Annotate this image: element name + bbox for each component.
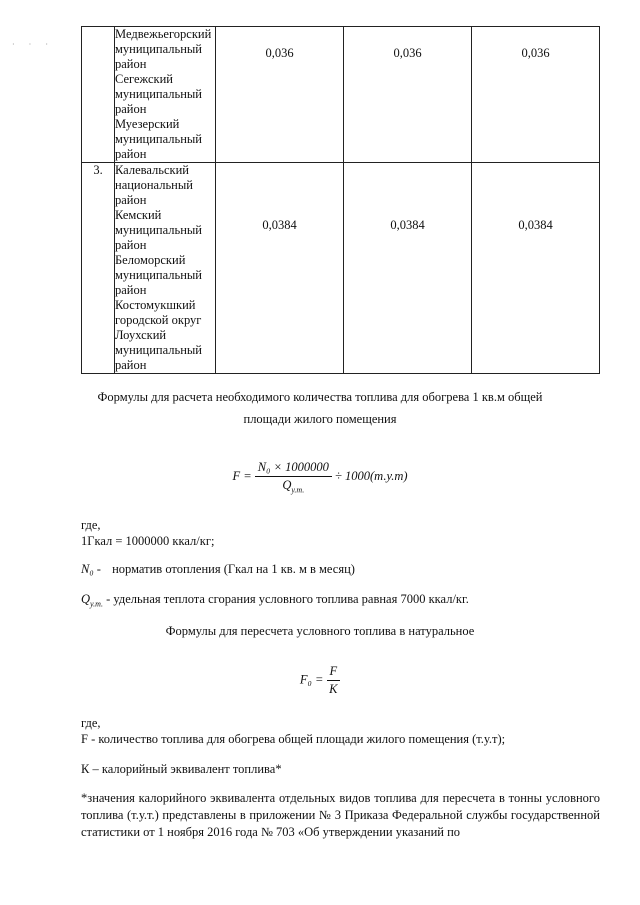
table-row: [82, 27, 600, 163]
k-definition: К – калорийный эквивалент топлива*: [81, 762, 282, 776]
norms-table: [81, 26, 600, 374]
heading-conversion: Формулы для пересчета условного топлива в натуральное: [165, 624, 475, 638]
heading-fuel-formulas: Формулы для расчета необходимого количества топлива для обогрева 1 кв.м общей: [97, 390, 543, 404]
where-label: где,: [81, 518, 101, 532]
value-cell: 0,0384: [472, 163, 600, 374]
footnote: *значения калорийного эквивалента отдельных видов топлива для пересчета в тонны условного топлива (т.у.т.) представлены в приложении № 3 Приказа Федеральной службы государственной статистики от 1 ноября 2016 года № 703 «Об утверждении указаний по: [81, 791, 600, 839]
table-row: [82, 163, 600, 374]
gcal-definition: 1Гкал = 1000000 ккал/кг;: [81, 534, 215, 548]
formula-fraction: $\frac{F}{K}$: [327, 664, 341, 697]
scan-marks: · · ·: [12, 40, 54, 49]
value-cell: 0,036: [344, 27, 472, 163]
qut-definition: $Q_{у.т.}$ - удельная теплота сгорания условного топлива равная 7000 ккал/кг.: [81, 592, 469, 609]
value-cell: 0,036: [216, 27, 344, 163]
f-definition: F - количество топлива для обогрева общей площади жилого помещения (т.у.т);: [81, 732, 506, 746]
district-names: Калевальский национальный район Кемский муниципальный район Беломорский муниципальный район Костомукшкий городской округ Лоухский муниципальный район: [115, 163, 216, 374]
row-number: [82, 27, 115, 163]
row-number: 3.: [82, 163, 115, 374]
heading-fuel-formulas-line2: площади жилого помещения: [243, 412, 397, 426]
value-cell: 0,0384: [216, 163, 344, 374]
value-cell: 0,036: [472, 27, 600, 163]
formula-fuel-amount: F = $\frac{\text{N₀ × 1000000}}{Q_{у.т.}}$ ÷ 1000(т.у.т): [232, 460, 408, 495]
value-cell: 0,0384: [344, 163, 472, 374]
district-names: Медвежьегорский муниципальный район Сегежский муниципальный район Муезерский муниципальный район: [115, 27, 216, 163]
where-label: где,: [81, 716, 101, 730]
formula-fraction: $\frac{\text{N₀ × 1000000}}{Q_{у.т.}}$: [255, 460, 332, 495]
n0-definition: N₀ - норматив отопления (Гкал на 1 кв. м в месяц): [81, 562, 355, 576]
formula-conversion: F₀ = $\frac{F}{K}$: [0, 664, 640, 697]
